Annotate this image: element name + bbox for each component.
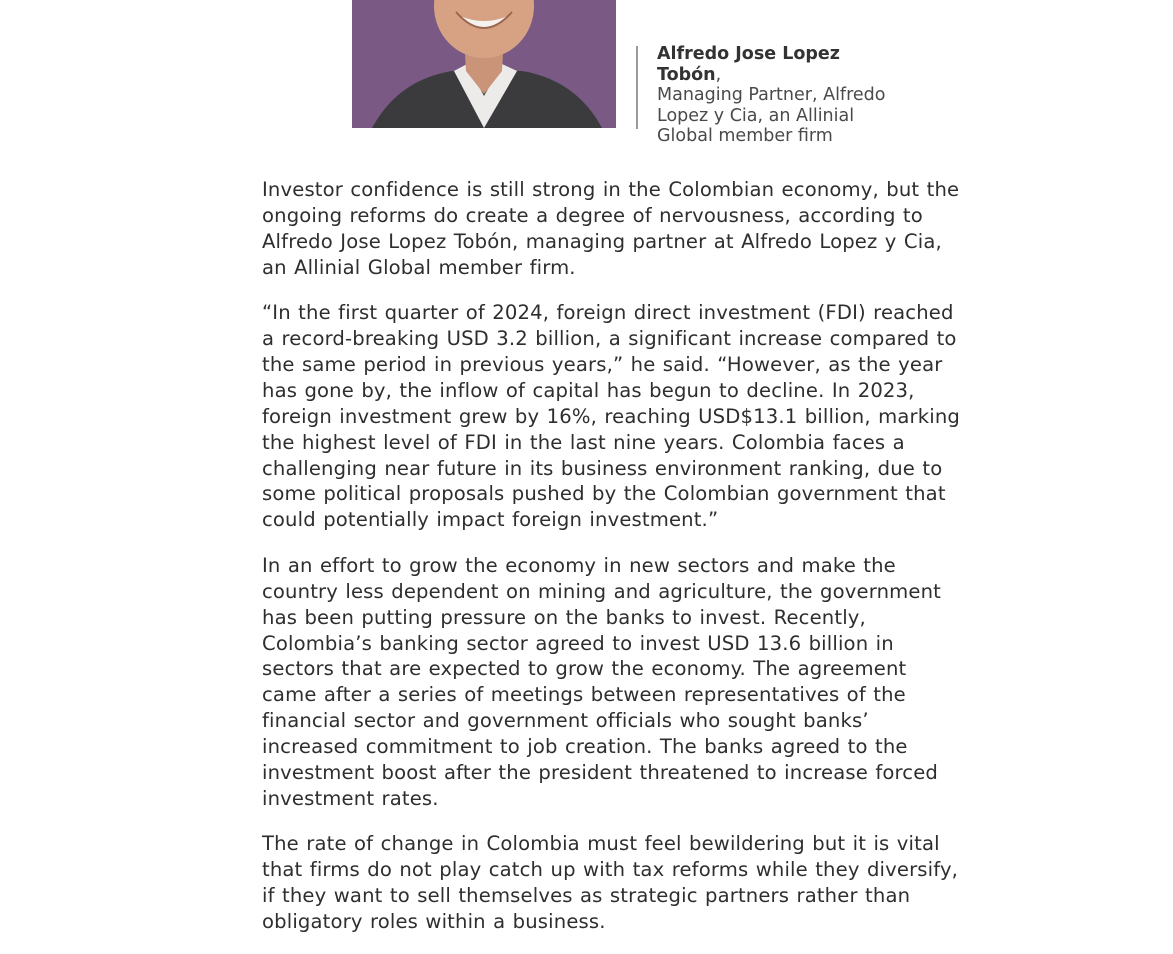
article-paragraph-1: Investor confidence is still strong in the Colombian economy, but the ongoing reforms do create a degree of nervousness, according to Alfredo Jose Lopez Tobón, managing partner at Alfredo Lopez y Cia, an Allinial Global member firm. <box>262 178 960 279</box>
profile-name-suffix: , <box>715 64 722 85</box>
profile-photo-illustration <box>352 0 616 128</box>
article-paragraph-3: In an effort to grow the economy in new sectors and make the country less dependent on mining and agriculture, the government has been putting pressure on the banks to invest. Recently, Colombia’s banking sector agreed to invest USD 13.6 billion in sectors that are expected to grow the economy. The agreement came after a series of meetings between representatives of the financial sector and government officials who sought banks’ increased commitment to job creation. The banks agreed to the investment boost after the president threatened to increase forced investment rates. <box>262 553 941 810</box>
profile-title: Managing Partner, Alfredo Lopez y Cia, an Allinial Global member firm <box>657 85 886 147</box>
profile-name: Alfredo Jose Lopez Tobón <box>657 44 840 85</box>
article-paragraph-4: The rate of change in Colombia must feel bewildering but it is vital that firms do not play catch up with tax reforms while they diversify, if they want to sell themselves as strategic partners rather than obligatory roles within a business. <box>262 832 959 934</box>
article-body <box>262 177 962 954</box>
profile-caption <box>657 44 887 147</box>
profile-photo <box>352 0 616 128</box>
article-paragraph-2: “In the first quarter of 2024, foreign direct investment (FDI) reached a record-breaking USD 3.2 billion, a significant increase compared to the same period in previous years,” he said. “However, as the year has gone by, the inflow of capital has begun to decline. In 2023, foreign investment grew by 16%, reaching USD$13.1 billion, marking the highest level of FDI in the last nine years. Colombia faces a challenging near future in its business environment ranking, due to some political proposals pushed by the Colombian government that could potentially impact foreign investment.” <box>262 301 960 532</box>
caption-divider <box>636 46 638 129</box>
